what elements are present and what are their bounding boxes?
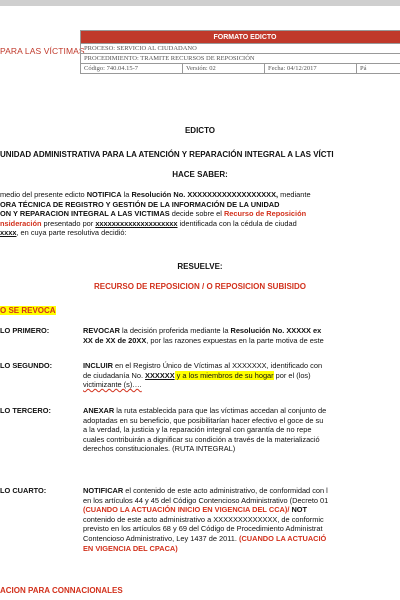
intro-text: ON Y REPARACION INTEGRAL A LAS VICTIMAS	[0, 209, 170, 219]
article-text: adoptadas en su beneficio, que posibilitarían hacer efectivo el goce de su	[83, 415, 324, 425]
article-segundo-body	[83, 361, 400, 390]
intro-paragraph	[0, 190, 400, 238]
intro-text: identificada con la cédula de ciudad	[177, 218, 297, 228]
date-cell: Fecha: 04/12/2017	[265, 64, 357, 74]
intro-text: presentado por	[41, 218, 96, 228]
article-primero-body	[83, 326, 400, 345]
article-text: de ciudadanía No.	[83, 370, 146, 380]
article-text: victimizante (s)….	[83, 380, 142, 390]
article-text: Contencioso Administrativo, Ley 1437 de 2011.	[83, 533, 239, 543]
id-placeholder: XXXXXX	[145, 370, 175, 380]
article-text: contenido de este acto administrativo a XXXXXXXXXXXXX, de conformic	[83, 514, 324, 524]
highlighted-text: y a los miembros de su hogar	[174, 370, 274, 380]
article-text: NOT	[291, 505, 308, 515]
version-cell: Versión: 02	[183, 64, 265, 74]
article-text: Resolución No. XXXXX ex	[230, 326, 322, 335]
article-text: previsto en los artículos 68 y 69 del Código de Procedimiento Administrat	[83, 524, 323, 534]
article-tercero-label: LO TERCERO:	[0, 406, 51, 415]
article-cuarto-body	[83, 486, 400, 553]
intro-text: nsideración	[0, 218, 42, 228]
id-placeholder: xxxx	[0, 228, 17, 238]
page-top-border	[0, 0, 400, 6]
intro-text: medio del presente edicto	[0, 190, 87, 199]
document-header-table	[80, 30, 400, 74]
article-text: ANEXAR	[83, 406, 115, 415]
process-cell: PROCESO: SERVICIO AL CIUDADANO	[81, 44, 400, 54]
article-text: a la verdad, la justicia y la reparación integral con garantía de no repe	[83, 425, 312, 435]
article-text: , identificado con	[266, 361, 323, 370]
document-title: EDICTO	[184, 126, 216, 135]
connacionales-heading-text: ACION PARA CONNACIONALES	[0, 586, 123, 595]
article-text: XXXXXXX	[232, 361, 267, 370]
procedure-cell: PROCEDIMIENTO: TRAMITE RECURSOS DE REPOSICIÓN	[81, 54, 400, 64]
intro-text: decide sobre el	[169, 209, 224, 219]
intro-text: la	[121, 190, 132, 199]
unit-heading: UNIDAD ADMINISTRATIVA PARA LA ATENCIÓN Y REPARACIÓN INTEGRAL A LAS VÍCTI	[0, 150, 334, 159]
article-text: en el Registro Único de Víctimas al	[112, 361, 233, 370]
article-text: la decisión proferida mediante la	[119, 326, 231, 335]
condition-text: (CUANDO LA ACTUACIÓ	[239, 533, 327, 543]
article-text: NOTIFICAR	[83, 486, 124, 495]
article-text: en los artículos 44 y 45 del Código Contencioso Administrativo (Decreto 01	[83, 495, 329, 505]
article-text: , por las razones expuestas en la parte motiva de este	[146, 335, 324, 345]
se-revoca-heading	[0, 306, 56, 315]
article-text: XX de XX de 20XX	[83, 335, 147, 345]
condition-text: (CUANDO LA ACTUACIÓN INICIO EN VIGENCIA DEL CCA)/	[83, 505, 292, 515]
page-cell: Pá	[357, 64, 400, 74]
hace-saber-heading: HACE SABER:	[172, 170, 228, 179]
article-text: cuales contribuirán a dignificar su condición a través de la materializació	[83, 434, 320, 444]
article-segundo-label: LO SEGUNDO:	[0, 361, 53, 370]
resuelve-heading: RESUELVE:	[177, 262, 223, 271]
article-text: INCLUIR	[83, 361, 113, 370]
recurso-reposicion-text: Recurso de Reposición	[223, 209, 307, 219]
article-text: derechos constitucionales. (RUTA INTEGRAL)	[83, 444, 236, 454]
intro-text: ORA TÉCNICA DE REGISTRO Y GESTIÓN DE LA INFORMACIÓN DE LA UNIDAD	[0, 199, 280, 209]
article-cuarto-label: LO CUARTO:	[0, 486, 47, 495]
code-cell: Código: 740.04.15-7	[81, 64, 183, 74]
article-text: la ruta establecida para que las víctimas accedan al conjunto de	[114, 406, 327, 415]
article-tercero-body	[83, 406, 400, 454]
intro-text: , en cuya parte resolutiva decidió:	[16, 228, 127, 238]
recurso-heading	[0, 282, 400, 291]
article-primero-label: LO PRIMERO:	[0, 326, 50, 335]
condition-text: EN VIGENCIA DEL CPACA)	[83, 543, 178, 553]
connacionales-heading	[0, 586, 123, 595]
article-text: REVOCAR	[83, 326, 120, 335]
format-title: FORMATO EDICTO	[81, 31, 400, 44]
logo: PARA LAS VÍCTIMAS	[0, 46, 85, 56]
intro-text: mediante	[278, 190, 311, 199]
resolution-number: Resolución No. XXXXXXXXXXXXXXXXXX,	[131, 190, 279, 199]
recurso-heading-text: RECURSO DE REPOSICION / O REPOSICION SUBISIDO	[93, 282, 307, 291]
petitioner-placeholder: xxxxxxxxxxxxxxxxxxxx	[95, 218, 178, 228]
article-text: por el (los)	[273, 370, 311, 380]
se-revoca-text: O SE REVOCA	[0, 306, 56, 315]
intro-text: NOTIFICA	[86, 190, 122, 199]
article-text: el contenido de este acto administrativo, de conformidad con l	[123, 486, 328, 495]
